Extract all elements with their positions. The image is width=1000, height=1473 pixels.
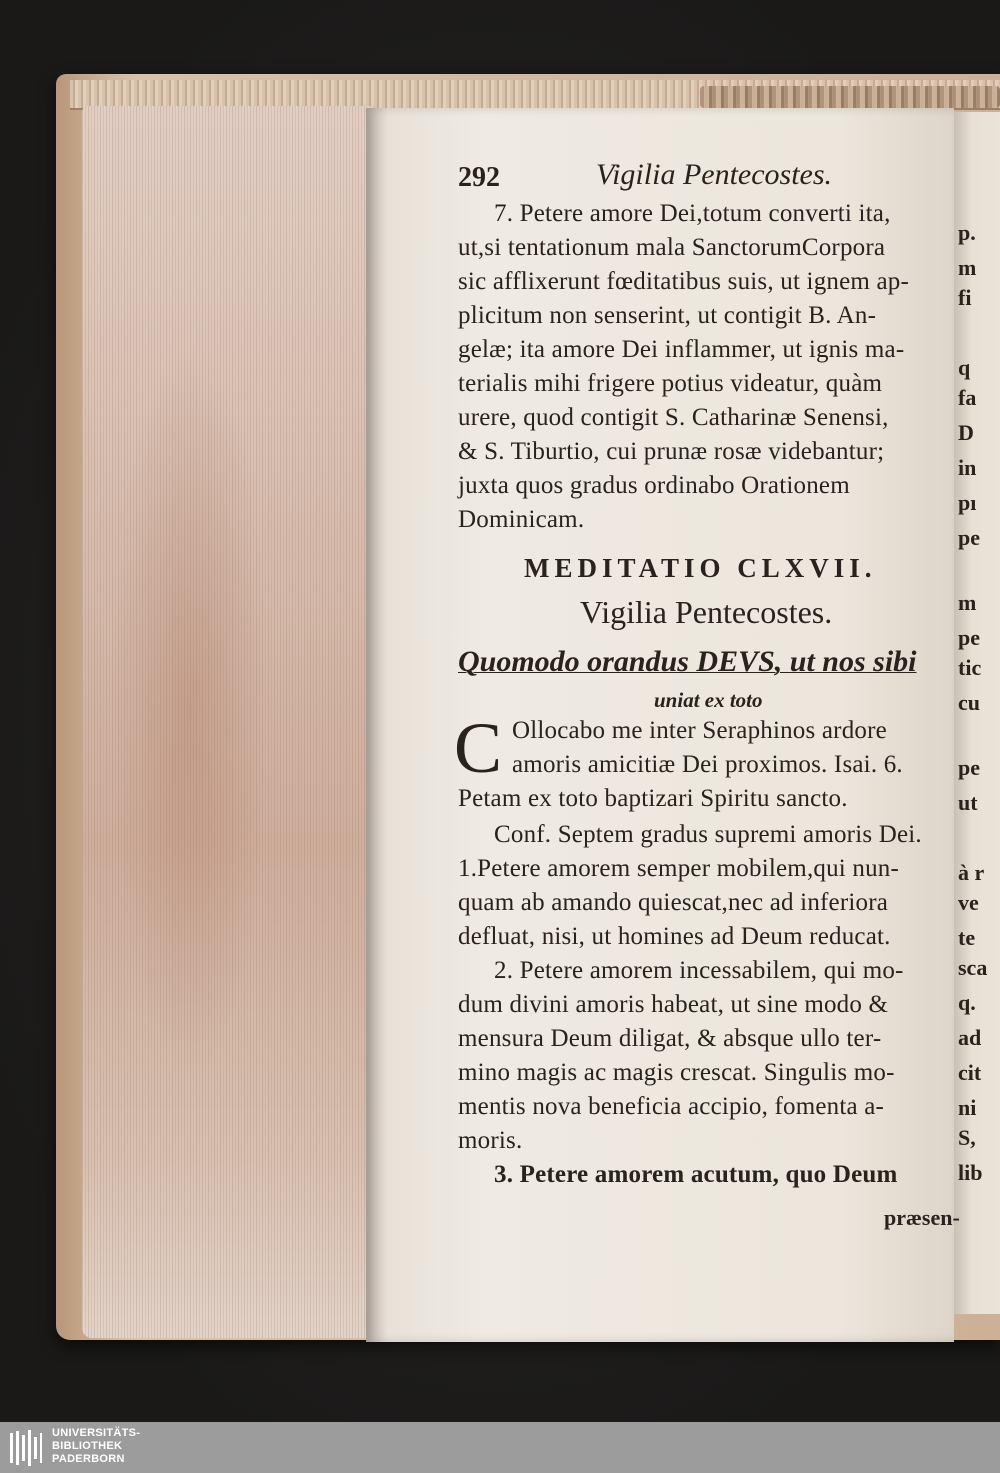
facing-page-fragment: ni	[958, 1095, 977, 1120]
facing-page-fragment: cit	[958, 1060, 982, 1085]
facing-page-fragment: q	[958, 355, 971, 380]
text-line: Dominicam.	[458, 506, 585, 533]
text-line: mensura Deum diligat, & absque ullo ter-	[458, 1025, 882, 1052]
facing-page-fragment: D	[958, 420, 974, 445]
text-line: dum divini amoris habeat, ut sine modo &	[458, 991, 889, 1018]
facing-page-fragment: lib	[958, 1160, 983, 1185]
facing-page-fragment: fi	[958, 285, 972, 310]
text-line: mino magis ac magis crescat. Singulis mo-	[458, 1059, 895, 1086]
text-line: moris.	[458, 1127, 523, 1154]
section-subtitle: Vigilia Pentecostes.	[580, 594, 833, 630]
facing-page-fragment: pı	[958, 490, 977, 515]
text-line: urere, quod contigit S. Catharinæ Senensi,	[458, 404, 889, 431]
text-line: amoris amicitiæ Dei proximos. Isai. 6.	[512, 751, 903, 778]
facing-page-fragment: pe	[958, 755, 980, 780]
library-name-line: PADERBORN	[52, 1453, 125, 1465]
facing-page-fragment: pe	[958, 625, 980, 650]
library-footer	[0, 1422, 1000, 1473]
section-heading: MEDITATIO CLXVII.	[524, 553, 877, 583]
gutter-shadow	[366, 108, 388, 1342]
text-line: & S. Tiburtio, cui prunæ rosæ videbantur;	[458, 438, 885, 465]
page-number: 292	[458, 162, 500, 193]
facing-page-fragment: pe	[958, 525, 980, 550]
facing-page-fragment: p.	[958, 220, 976, 245]
text-line: 1.Petere amorem semper mobilem,qui nun-	[458, 855, 900, 882]
facing-page-fragment: S,	[958, 1125, 976, 1150]
library-name-line: BIBLIOTHEK	[52, 1440, 123, 1452]
text-line: juxta quos gradus ordinabo Orationem	[458, 472, 850, 499]
text-line: sic afflixerunt fœditatibus suis, ut ignem ap-	[458, 268, 910, 295]
catchword: præsen-	[884, 1205, 960, 1230]
fore-edge-stain	[110, 340, 270, 1080]
facing-page-fragment: ad	[958, 1025, 982, 1050]
text-line: 7. Petere amore Dei,totum converti ita,	[494, 200, 891, 227]
library-name-line: UNIVERSITÄTS-	[52, 1427, 141, 1439]
facing-page-fragment: sca	[958, 955, 988, 980]
facing-page	[954, 112, 1000, 1314]
cover-ornament	[700, 86, 1000, 108]
text-line: plicitum non senserint, ut contigit B. An-	[458, 302, 877, 329]
facing-page-fragment: in	[958, 455, 977, 480]
text-line: Petam ex toto baptizari Spiritu sancto.	[458, 785, 848, 812]
running-head: Vigilia Pentecostes.	[596, 158, 833, 191]
text-line: mentis nova beneficia accipio, fomenta a-	[458, 1093, 885, 1120]
facing-page-fragment: tic	[958, 655, 982, 680]
meditation-title-continued: uniat ex toto	[654, 688, 763, 712]
text-line: ut,si tentationum mala SanctorumCorpora	[458, 234, 886, 261]
text-line: 3. Petere amorem acutum, quo Deum	[494, 1161, 898, 1188]
text-line: defluat, nisi, ut homines ad Deum reducat.	[458, 923, 891, 950]
facing-page-fragment: q.	[958, 990, 976, 1015]
drop-cap: C	[454, 708, 503, 788]
text-line: terialis mihi frigere potius videatur, quàm	[458, 370, 883, 397]
text-line: quam ab amando quiescat,nec ad inferiora	[458, 889, 889, 916]
facing-page-fragment: ve	[958, 890, 979, 915]
library-name	[52, 1427, 140, 1466]
facing-page-fragment: ut	[958, 790, 978, 815]
facing-page-fragment: te	[958, 925, 976, 950]
text-line: gelæ; ita amore Dei inflammer, ut ignis ma-	[458, 336, 905, 363]
facing-page-fragment: à r	[958, 860, 985, 885]
facing-page-fragment: m	[958, 590, 977, 615]
facing-page-fragment: cu	[958, 690, 980, 715]
text-line: Conf. Septem gradus supremi amoris Dei.	[494, 821, 922, 848]
facing-page-fragment: fa	[958, 385, 977, 410]
meditation-title: Quomodo orandus DEVS, ut nos sibi	[458, 645, 917, 678]
library-logo-icon	[8, 1429, 44, 1467]
text-line: 2. Petere amorem incessabilem, qui mo-	[494, 957, 904, 984]
text-line: Ollocabo me inter Seraphinos ardore	[512, 717, 887, 744]
facing-page-fragment: m	[958, 255, 977, 280]
